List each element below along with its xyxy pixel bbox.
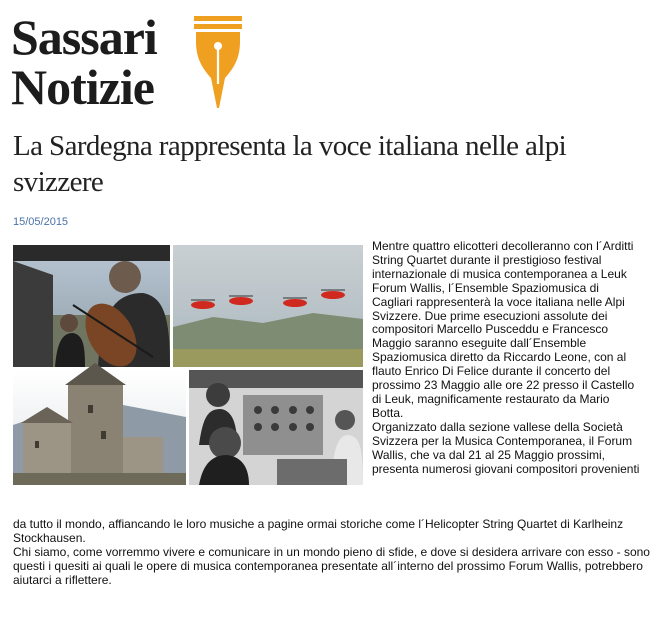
- site-masthead[interactable]: [11, 9, 241, 115]
- article-paragraph-3: Chi siamo, come vorremmo vivere e comunicare in un mondo pieno di sfide, e dove si desidera arrivare con esso - sono questi i quesiti ai quali le opere di musica contemporanea presentate all´interno del prossimo Forum Wallis, potrebbero aiutarci a riflettere.: [13, 544, 650, 587]
- fountain-pen-icon: [192, 14, 244, 110]
- article-title: La Sardegna rappresenta la voce italiana nelle alpi svizzere: [13, 130, 567, 198]
- article-date: 15/05/2015: [13, 216, 69, 228]
- photo-four-helicopters: [173, 245, 363, 367]
- article-paragraph-1: Mentre quattro elicotteri decolleranno con l´Arditti String Quartet durante il prestigioso festival internazionale di musica contemporanea a Leuk Forum Wallis, l´Ensemble Spaziomusica di Cagliari rappresenterà la voce italiana nelle Alpi Svizzere. Due prime esecuzioni assolute dei compositori Marcello Pusceddu e Francesco Maggio saranno eseguite dall´Ensemble Spaziomusica diretto da Riccardo Leone, con al flauto Enrico Di Felice durante il concerto del prossimo 23 Maggio alle ore 22 presso il Castello di Leuk, magnificamente restaurato da Mario Botta.: [372, 239, 635, 420]
- article-paragraph-2-end: da tutto il mondo, affiancando le loro musiche a pagine ormai storiche come l´Helicopter String Quartet di Karlheinz Stockhausen.: [13, 517, 624, 545]
- site-name-line1: Sassari: [11, 9, 157, 65]
- article-paragraph-2-start: Organizzato dalla sezione vallese della Società Svizzera per la Musica Contemporanea, il Forum Wallis, che va dal 21 al 25 Maggio prossimi, presenta numerosi giovani compositori provenienti: [372, 419, 640, 476]
- site-name-line2: Notizie: [11, 59, 154, 115]
- photo-castle-of-leuk: [13, 363, 186, 485]
- article-body-bottom: [13, 518, 653, 588]
- article-photo-collage: [13, 245, 363, 485]
- photo-string-quartet-helicopter: [13, 245, 170, 375]
- article-body-top: [372, 240, 642, 476]
- photo-composer-studio: [189, 370, 363, 485]
